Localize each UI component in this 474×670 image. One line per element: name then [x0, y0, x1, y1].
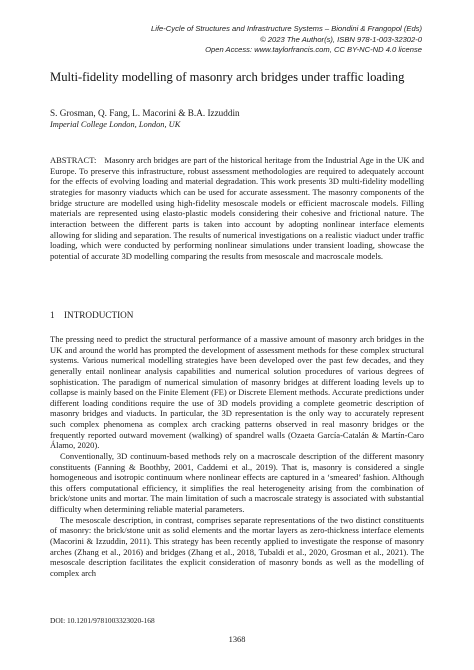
- paper-title: Multi-fidelity modelling of masonry arch bridges under traffic loading: [50, 70, 405, 84]
- paragraph: Conventionally, 3D continuum-based methods rely on a macroscale description of the different masonry constituents (Fanning & Boothby, 2001, Caddemi et al., 2019). That is, masonry is considered a single homogeneous and isotropic continuum where nonlinear effects are captured in a ‘smeared’ fashion. Although this offers computational efficiency, it simplifies the real heterogeneity arising from the combination of brick/stone units and mortar. The main limitation of such a macroscale strategy is associated with substantial difficulty when determining reliable material parameters.: [50, 450, 424, 514]
- running-header: [62, 24, 422, 56]
- abstract: [50, 155, 424, 262]
- section-heading: [50, 309, 133, 321]
- header-book-title: Life-Cycle of Structures and Infrastructure Systems – Biondini & Frangopol (Eds): [151, 24, 422, 33]
- page-number: 1368: [228, 635, 246, 644]
- body-text: [50, 334, 424, 578]
- section-title: INTRODUCTION: [64, 310, 134, 320]
- author-list: S. Grosman, Q. Fang, L. Macorini & B.A. Izzuddin: [50, 108, 240, 118]
- header-copyright: © 2023 The Author(s), ISBN 978-1-003-32302-0: [260, 34, 422, 44]
- abstract-text: Masonry arch bridges are part of the historical heritage from the Industrial Age in the UK and Europe. To preserve this infrastructure, robust assessment methodologies are required to adequately account for the effects of evolving loading and material degradation. This work presents 3D multi-fidelity modelling strategies for masonry viaducts which can be used for accurate assessment. The masonry components of the bridge structure are modelled using high-fidelity mesoscale models or efficient macroscale models. Filling materials are represented using elasto-plastic models considering their cohesive and frictional nature. The interaction between the different parts is taken into account by adopting nonlinear interface elements allowing for sliding and separation. The results of numerical investigations on a realistic viaduct under traffic loading, which were conducted by performing nonlinear simulations under transient loading, showcase the potential of accurate 3D modelling comparing the results from mesoscale and macroscale models.: [50, 155, 424, 261]
- header-license: Open Access: www.taylorfrancis.com, CC BY-NC-ND 4.0 license: [205, 45, 422, 55]
- paragraph: The mesoscale description, in contrast, comprises separate representations of the two distinct constituents of masonry: the brick/stone unit as solid elements and the mortar layers as zero-thickness interface elements (Macorini & Izzuddin, 2011). This strategy has been recently applied to investigate the response of masonry arches (Zhang et al., 2016) and bridges (Zhang et al., 2018, Tubaldi et al., 2020, Grosman et al., 2021). The mesoscale description facilitates the explicit consideration of masonry bonds as well as the modelling of complex arch: [50, 514, 424, 578]
- affiliation: Imperial College London, London, UK: [50, 120, 181, 129]
- abstract-label: ABSTRACT:: [50, 155, 97, 165]
- doi: DOI: 10.1201/9781003323020-168: [50, 616, 155, 625]
- section-number: 1: [50, 310, 55, 320]
- paragraph: The pressing need to predict the structural performance of a massive amount of masonry arch bridges in the UK and around the world has prompted the development of assessment methods for these complex structural systems. Various numerical modelling strategies have been developed over the past few decades, and they generally entail nonlinear analysis capabilities and numerical solution procedures of various degrees of sophistication. The paradigm of numerical simulation of masonry bridges at different loading levels up to collapse is mainly based on the Finite Element (FE) or Discrete Element methods. Accurate predictions under different loading conditions require the use of 3D models providing a complete geometric description of masonry bridges and viaducts. In particular, the 3D representation is the only way to accurately represent such complex phenomena as complex arch cracking patterns observed in real masonry bridges or the frequently reported outward movement (walking) of spandrel walls (Ozaeta García-Catalán & Martín-Caro Álamo, 2020).: [50, 334, 424, 451]
